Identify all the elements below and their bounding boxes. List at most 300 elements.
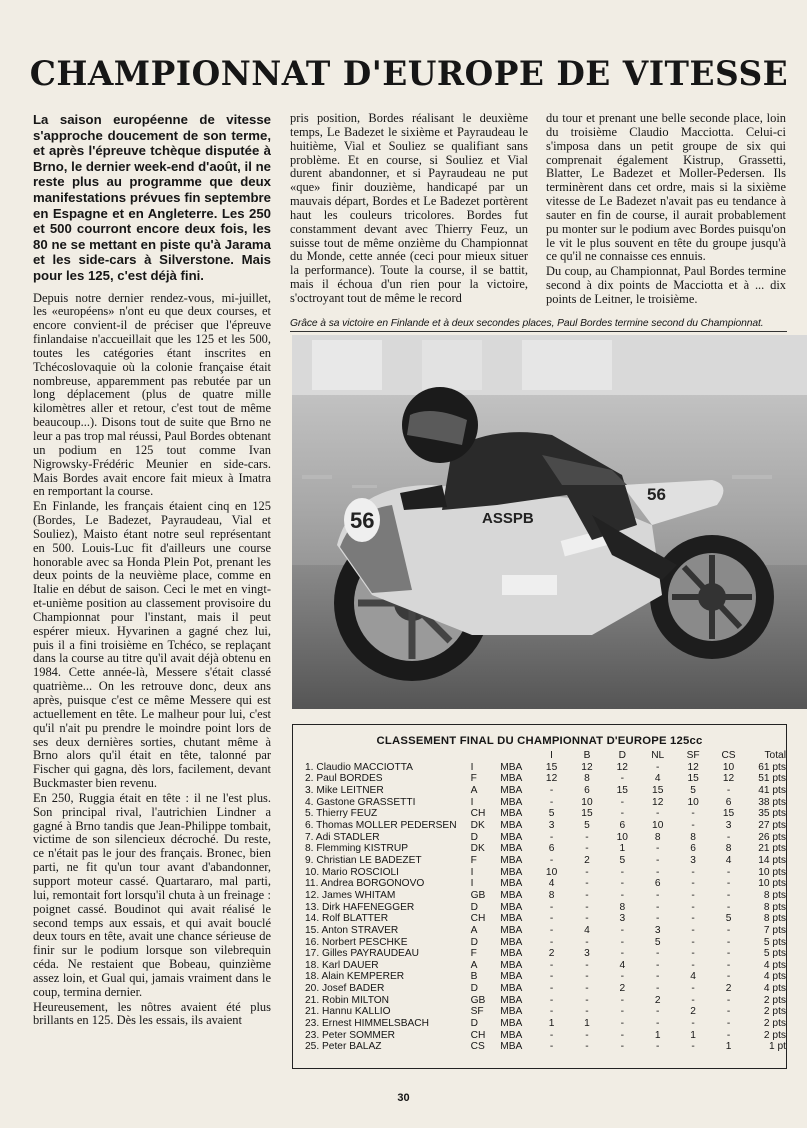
rider-cell	[305, 1006, 471, 1018]
points-i: 3	[548, 819, 555, 831]
points-b: -	[585, 994, 589, 1006]
rider-cell	[305, 960, 471, 972]
points-sf: 12	[687, 761, 699, 773]
rider-name: Rolf BLATTER	[322, 913, 389, 925]
points-cs: -	[726, 889, 731, 901]
position: 16.	[305, 936, 320, 948]
points-i: -	[549, 971, 554, 983]
machine: MBA	[500, 983, 523, 995]
points-cs: 5	[725, 913, 732, 925]
svg-text:ASSPB: ASSPB	[482, 510, 534, 527]
points-nl: 10	[652, 819, 664, 831]
points-d: -	[620, 1041, 625, 1053]
points-sf: -	[691, 808, 695, 820]
points-d: -	[620, 936, 625, 948]
lead-paragraph: La saison européenne de vitesse s'approche doucement de son terme, et après l'épreuve tchèque disputée à Brno, le dernier week-end d'août, il ne reste plus au programme que deux manifestations prévues fin septembre en Espagne et en Angleterre. Les 250 et 500 courront encore deux fois, les 80 ne se mettant en piste qu'à Jarama et les side-cars à Silverstone. Mais pour les 125, c'est déjà fini.	[33, 112, 271, 283]
points-cs: -	[726, 959, 731, 971]
points-d: 15	[616, 784, 628, 796]
position: 8.	[305, 843, 314, 855]
nationality: GB	[470, 994, 486, 1006]
rider-name: Josef BADER	[322, 983, 385, 995]
position: 12.	[305, 889, 320, 901]
position: 9.	[305, 854, 314, 866]
nationality: F	[470, 854, 477, 866]
points-nl: -	[656, 808, 660, 820]
machine: MBA	[500, 994, 523, 1006]
nationality: I	[470, 878, 474, 890]
total-points: 27 pts	[758, 819, 786, 831]
body-paragraph: Heureusement, les nôtres avaient été plus brillants en 125. Dès les essais, ils avaient	[33, 999, 271, 1028]
machine: MBA	[500, 959, 523, 971]
machine: MBA	[500, 901, 523, 913]
rider-name: Andrea BORGONOVO	[320, 878, 425, 890]
position: 3.	[305, 784, 314, 796]
rider-name: Claudio MACCIOTTA	[316, 761, 413, 773]
position: 18.	[305, 971, 320, 983]
nationality: A	[470, 924, 478, 936]
race-photo	[292, 335, 807, 709]
points-b: -	[585, 866, 589, 878]
points-b: -	[585, 878, 589, 890]
table-row	[305, 843, 786, 855]
body-paragraph: Depuis notre dernier rendez-vous, mi-juillet, les «européens» n'ont eu que deux courses, et encore convient-il de préciser que l'épreuve finlandaise n'accueillait que les 125 et les 500, toutes les catégories étant inscrites en Tchécoslovaquie où la colonie française était nombreuse, apparemment pas rebutée par un long déplacement (plus de quatre mille kilomètres aller et retour, c'est tout de même beaucoup...). Disons tout de suite que Brno ne leur a pas trop mal réussi, Paul Bordes obtenant un podium en 125 tout comme Ivan Nigrowsky-Frédéric Meunier en side-cars. Mais Bordes avait encore fait mieux à Imatra en remportant la course.	[33, 290, 271, 499]
points-sf: -	[691, 924, 695, 936]
points-sf: -	[691, 901, 695, 913]
points-d: 3	[619, 913, 626, 925]
position: 6.	[305, 819, 314, 831]
caption-rule	[290, 331, 787, 332]
points-nl: -	[656, 866, 660, 878]
rider-name: Flemming KISTRUP	[316, 843, 409, 855]
points-nl: -	[656, 843, 660, 855]
table-row	[305, 773, 786, 785]
body-paragraph: Du coup, au Championnat, Paul Bordes termine second à dix points de Macciotta et à ... dix points de Leitner, le troisième.	[546, 264, 786, 306]
points-cs: 15	[722, 808, 735, 820]
points-b: -	[585, 936, 589, 948]
table-row	[305, 995, 786, 1007]
points-cs: -	[726, 784, 731, 796]
points-b: 5	[584, 819, 590, 831]
total-points: 5 pts	[763, 936, 786, 948]
position: 1.	[305, 761, 314, 773]
points-nl: -	[656, 913, 660, 925]
points-i: 8	[548, 889, 555, 901]
points-b: -	[585, 1029, 589, 1041]
nationality: D	[470, 1018, 478, 1030]
position: 20.	[305, 983, 320, 995]
points-i: -	[549, 901, 554, 913]
points-i: 12	[545, 773, 558, 785]
rider-cell	[305, 1018, 471, 1030]
position: 11.	[305, 878, 319, 890]
total-points: 5 pts	[763, 948, 786, 960]
position: 21.	[305, 1006, 320, 1018]
table-row	[305, 878, 786, 890]
total-points: 10 pts	[758, 866, 786, 878]
nationality: CH	[470, 913, 486, 925]
nationality: CH	[470, 808, 486, 820]
rider-cell	[305, 785, 471, 797]
rider-cell	[305, 878, 471, 890]
position: 23.	[305, 1029, 320, 1041]
total-points: 4 pts	[763, 971, 786, 983]
points-cs: 4	[725, 854, 732, 866]
points-b: 2	[584, 854, 590, 866]
points-sf: 3	[690, 854, 696, 866]
total-points: 4 pts	[763, 959, 786, 971]
nationality: D	[470, 983, 478, 995]
standings-table	[305, 750, 786, 1053]
total-points: 8 pts	[763, 889, 786, 901]
points-nl: 1	[654, 1029, 661, 1041]
nationality: GB	[470, 889, 486, 901]
total-points: 38 pts	[758, 796, 786, 808]
points-d: -	[620, 948, 625, 960]
table-row	[305, 1041, 786, 1053]
points-sf: -	[691, 1041, 695, 1053]
machine: MBA	[500, 773, 523, 785]
points-b: 10	[581, 796, 593, 808]
nationality: A	[470, 959, 478, 971]
column-2	[290, 112, 528, 306]
points-sf: 2	[690, 1006, 696, 1018]
col-header: I	[550, 750, 554, 761]
table-row	[305, 960, 786, 972]
rider-cell	[305, 832, 471, 844]
points-d: 10	[616, 831, 628, 843]
machine: MBA	[500, 924, 523, 936]
points-sf: -	[691, 878, 695, 890]
nationality: D	[470, 936, 478, 948]
rider-name: Peter BALAZ	[322, 1041, 382, 1053]
body-paragraph: du tour et prenant une belle seconde place, loin du troisième Claudio Macciotta. Celui-ci s'imposa dans un petit groupe de six qui comprenait également Kistrup, Grassetti, Blatter, Le Badezet et Moller-Pedersen. Ils terminèrent dans cet ordre, mais si la sixième vitesse de Le Badezet n'avait pas eu tendance à sauter en fin de course, il aurait probablement pu monter sur le podium avec Bordes puisqu'on le vit le plus souvent en tête du groupe jusqu'à ce qu'il ne connaisse ces ennuis.	[546, 111, 786, 264]
nationality: I	[470, 796, 474, 808]
svg-text:56: 56	[350, 508, 375, 533]
rider-name: Ernest HIMMELSBACH	[322, 1018, 430, 1030]
points-nl: -	[656, 761, 660, 773]
machine: MBA	[500, 1018, 523, 1030]
points-d: -	[620, 971, 625, 983]
rider-name: Anton STRAVER	[321, 924, 399, 936]
points-cs: 2	[725, 983, 732, 995]
total-points: 2 pts	[763, 1006, 786, 1018]
points-cs: -	[726, 1029, 731, 1041]
points-cs: -	[726, 994, 731, 1006]
machine: MBA	[500, 843, 523, 855]
table-row	[305, 855, 786, 867]
points-i: -	[549, 854, 554, 866]
points-b: 15	[581, 808, 593, 820]
total-points: 10 pts	[758, 878, 786, 890]
total-points: 26 pts	[758, 831, 786, 843]
position: 4.	[305, 796, 314, 808]
rider-name: Adi STADLER	[315, 831, 380, 843]
rider-cell	[305, 808, 471, 820]
col-header: NL	[651, 750, 665, 761]
rider-cell	[305, 867, 471, 879]
points-sf: 10	[687, 796, 699, 808]
points-i: 5	[548, 808, 555, 820]
points-i: 1	[548, 1018, 555, 1030]
points-d: 4	[619, 959, 626, 971]
points-i: 2	[548, 948, 555, 960]
total-points: 7 pts	[763, 924, 786, 936]
rider-cell	[305, 890, 471, 902]
position: 23.	[305, 1018, 320, 1030]
points-i: -	[549, 784, 554, 796]
points-nl: -	[656, 1018, 660, 1030]
machine: MBA	[500, 761, 523, 773]
rider-name: Christian LE BADEZET	[316, 854, 422, 866]
body-paragraph: pris position, Bordes réalisant le deuxième temps, Le Badezet le sixième et Payraudeau le huitième, Vial et Souliez se qualifiant sans problème. Et en course, si Souliez et Vial durent abandonner, et si Payraudeau ne put «que» finir douzième, handicapé par un mauvais départ, Bordes et Le Badezet portèrent haut les couleurs tricolores. Bordes fut constamment devant avec Thierry Feuz, un suisse tout de même onzième du Championnat du Monde, cette année (ceci pour mieux situer la performance). Toute la course, il se battit, mais il échoua d'un rien pour la victoire, s'octroyant tout de même le record	[290, 111, 528, 305]
nationality: A	[470, 784, 478, 796]
points-sf: -	[691, 948, 695, 960]
rider-name: Mike LEITNER	[316, 784, 384, 796]
points-nl: -	[656, 901, 660, 913]
rider-cell	[305, 971, 471, 983]
points-d: 1	[619, 843, 626, 855]
rider-cell	[305, 1041, 471, 1053]
points-cs: 6	[725, 796, 732, 808]
standings-table-box	[292, 724, 787, 1069]
points-i: -	[549, 936, 554, 948]
rider-cell	[305, 902, 471, 914]
rider-cell	[305, 855, 471, 867]
rider-name: Gilles PAYRAUDEAU	[322, 948, 420, 960]
points-sf: 4	[690, 971, 696, 983]
position: 7.	[305, 831, 314, 843]
rider-cell	[305, 925, 471, 937]
table-row	[305, 983, 786, 995]
nationality: B	[470, 971, 478, 983]
points-sf: 5	[690, 784, 696, 796]
rider-cell	[305, 913, 471, 925]
rider-name: Norbert PESCHKE	[322, 936, 408, 948]
points-nl: -	[656, 889, 660, 901]
body-paragraph: En 250, Ruggia était en tête : il ne l'est plus. Son principal rival, l'autrichien Lindner a gagné à Brno tandis que Jean-Philippe tombait, victime de son silencieux décroché. Du reste, ce n'était pas le jour des français. Bronec, bien parti, ne fit qu'un tour avant d'abandonner, support moteur cassé. Quartararo, mal parti, lui, remontait fort lorsqu'il chuta à un freinage : poignet cassé. Boudinot qui avait réalisé le second temps aux essais, et qui avait bouclé deux tours en tête, avait une chance sérieuse de finir sur le podium lorsque son vilebrequin céda. Ne restaient que Bobeau, quinzième assez loin, et Gual qui, jamais vraiment dans le coup, termina dernier.	[33, 790, 271, 999]
points-cs: -	[726, 1018, 731, 1030]
points-d: -	[620, 1006, 625, 1018]
standings-header-row	[305, 750, 786, 762]
rider-cell	[305, 983, 471, 995]
rider-name: Gastone GRASSETTI	[316, 796, 416, 808]
points-i: 4	[548, 878, 555, 890]
points-b: -	[585, 1006, 589, 1018]
nationality: F	[470, 948, 477, 960]
table-row	[305, 1006, 786, 1018]
position: 2.	[305, 773, 314, 785]
points-cs: -	[726, 936, 731, 948]
table-row	[305, 832, 786, 844]
points-nl: 6	[654, 878, 661, 890]
points-sf: -	[691, 913, 695, 925]
table-row	[305, 808, 786, 820]
body-paragraph: En Finlande, les français étaient cinq en 125 (Bordes, Le Badezet, Payraudeau, Vial et Souliez), Maisto étant notre seul représentant en 500. Louis-Luc fit d'ailleurs une course honorable avec sa Honda Plein Pot, prenant les deux points de la neuvième place, comme en Italie en début de saison. Ceci le met en vingt-et-unième position au classement provisoire du Championnat pour l'instant, mais il peut espérer mieux. Hyvarinen a gagné chez lui, puis il a fini troisième en Tchéco, se replaçant dans la course au titre qu'il avait déjà obtenu en 1984. Cette année-là, Messere s'était classé quatrième... On les retrouve donc, deux ans après, puisque c'est ce même Messere qui est actuellement en tête. Le malheur pour lui, c'est qu'il n'ait pu prendre le moindre point lors de ses deux dernières sorties, chutant même à Brno alors qu'il était en tête, talonné par Fischer qui gagna, dès lors, facilement, devant Buckmaster bien revenu.	[33, 499, 271, 791]
points-nl: 15	[652, 784, 664, 796]
points-nl: 12	[652, 796, 664, 808]
position: 21.	[305, 994, 320, 1006]
points-i: -	[549, 924, 554, 936]
rider-cell	[305, 797, 471, 809]
article-title: CHAMPIONNAT D'EUROPE DE VITESSE	[29, 54, 789, 93]
points-nl: -	[656, 948, 660, 960]
col-header: Total	[764, 750, 786, 761]
points-d: -	[620, 866, 625, 878]
points-cs: -	[726, 901, 731, 913]
points-sf: -	[691, 1018, 695, 1030]
points-cs: -	[726, 948, 731, 960]
points-cs: -	[726, 924, 731, 936]
table-row	[305, 948, 786, 960]
table-row	[305, 902, 786, 914]
position: 17.	[305, 948, 320, 960]
points-i: -	[549, 1006, 554, 1018]
rider-name: Robin MILTON	[322, 994, 390, 1006]
rider-cell	[305, 948, 471, 960]
points-d: 6	[619, 819, 626, 831]
rider-name: Peter SOMMER	[322, 1029, 396, 1041]
points-b: -	[585, 901, 589, 913]
nationality: D	[470, 901, 478, 913]
points-sf: -	[691, 866, 695, 878]
col-header: CS	[721, 750, 736, 761]
standings-title: CLASSEMENT FINAL DU CHAMPIONNAT D'EUROPE 125cc	[376, 735, 703, 747]
points-sf: 15	[687, 773, 699, 785]
rider-cell	[305, 995, 471, 1007]
total-points: 8 pts	[763, 913, 786, 925]
total-points: 2 pts	[763, 1018, 786, 1030]
total-points: 21 pts	[758, 843, 786, 855]
points-i: 10	[545, 866, 558, 878]
points-i: -	[549, 1029, 554, 1041]
machine: MBA	[500, 936, 523, 948]
machine: MBA	[500, 831, 523, 843]
rider-cell	[305, 937, 471, 949]
position: 25.	[305, 1041, 320, 1053]
points-cs: 10	[722, 761, 735, 773]
table-row	[305, 762, 786, 774]
points-d: -	[620, 924, 625, 936]
points-nl: 2	[654, 994, 661, 1006]
total-points: 35 pts	[758, 808, 786, 820]
table-row	[305, 925, 786, 937]
table-row	[305, 867, 786, 879]
points-nl: -	[656, 1041, 660, 1053]
position: 5.	[305, 808, 314, 820]
total-points: 2 pts	[763, 1029, 786, 1041]
points-b: 3	[584, 948, 590, 960]
total-points: 8 pts	[763, 901, 786, 913]
points-sf: 8	[690, 831, 696, 843]
points-nl: -	[656, 971, 660, 983]
points-d: 5	[619, 854, 626, 866]
points-sf: -	[691, 936, 695, 948]
points-cs: -	[726, 971, 731, 983]
rider-cell	[305, 762, 471, 774]
points-b: -	[585, 889, 589, 901]
nationality: CS	[470, 1041, 485, 1053]
col-header: B	[583, 750, 591, 761]
table-row	[305, 913, 786, 925]
rider-cell	[305, 773, 471, 785]
rider-name: Thierry FEUZ	[316, 808, 378, 820]
points-nl: 3	[654, 924, 661, 936]
points-b: -	[585, 1041, 589, 1053]
rider-name: Alain KEMPERER	[321, 971, 405, 983]
points-sf: 6	[690, 843, 696, 855]
points-cs: 3	[725, 819, 732, 831]
position: 14.	[305, 913, 320, 925]
machine: MBA	[500, 808, 523, 820]
nationality: I	[470, 866, 474, 878]
position: 15.	[305, 924, 320, 936]
points-d: 12	[616, 761, 628, 773]
points-d: -	[620, 808, 625, 820]
nationality: SF	[470, 1006, 484, 1018]
points-nl: 8	[654, 831, 661, 843]
points-cs: -	[726, 1006, 731, 1018]
table-row	[305, 890, 786, 902]
motorcycle-racer-image	[292, 335, 807, 709]
rider-cell	[305, 843, 471, 855]
points-sf: -	[691, 983, 695, 995]
points-sf: -	[691, 889, 695, 901]
points-d: -	[620, 796, 625, 808]
points-b: 6	[584, 784, 590, 796]
points-cs: 1	[725, 1041, 732, 1053]
table-row	[305, 937, 786, 949]
rider-name: Dirk HAFENEGGER	[322, 901, 415, 913]
points-i: -	[549, 831, 554, 843]
points-sf: 1	[690, 1029, 696, 1041]
position: 13.	[305, 901, 320, 913]
position: 10.	[305, 866, 320, 878]
column-1	[33, 112, 271, 1028]
machine: MBA	[500, 878, 523, 890]
nationality: F	[470, 773, 477, 785]
machine: MBA	[500, 1041, 523, 1053]
machine: MBA	[500, 1029, 523, 1041]
page-number: 30	[397, 1092, 410, 1104]
points-d: -	[620, 1018, 625, 1030]
col-header: D	[618, 750, 626, 761]
points-nl: 4	[654, 773, 661, 785]
machine: MBA	[500, 948, 523, 960]
points-d: -	[620, 994, 625, 1006]
table-row	[305, 785, 786, 797]
points-cs: 8	[725, 843, 732, 855]
total-points: 51 pts	[758, 773, 786, 785]
points-i: -	[549, 913, 554, 925]
machine: MBA	[500, 796, 523, 808]
rider-name: James WHITAM	[322, 889, 396, 901]
machine: MBA	[500, 1006, 523, 1018]
machine: MBA	[500, 913, 523, 925]
total-points: 14 pts	[758, 854, 786, 866]
points-cs: -	[726, 866, 731, 878]
points-i: -	[549, 796, 554, 808]
points-b: 1	[584, 1018, 590, 1030]
points-b: 8	[584, 773, 590, 785]
rider-name: Mario ROSCIOLI	[322, 866, 400, 878]
points-b: 12	[581, 761, 593, 773]
points-i: -	[549, 994, 554, 1006]
nationality: I	[470, 761, 474, 773]
total-points: 61 pts	[758, 761, 786, 773]
nationality: CH	[470, 1029, 486, 1041]
machine: MBA	[500, 784, 523, 796]
points-nl: -	[656, 854, 660, 866]
